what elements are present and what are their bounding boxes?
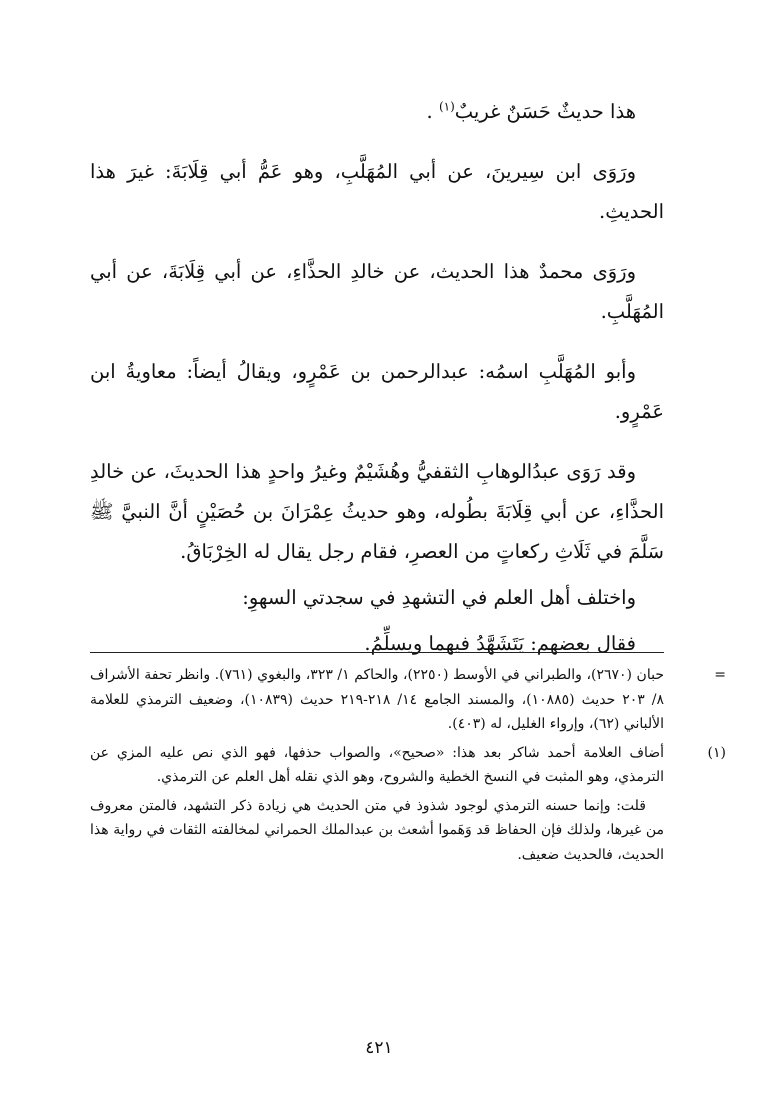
- page-number: ٤٢١: [365, 1038, 393, 1058]
- footnote-text: أضاف العلامة أحمد شاكر بعد هذا: «صحيح»، والصواب حذفها، فهو الذي نص عليه المزي عن الترمذي، وهو المثبت في النسخ الخطية والشروح، وهو الذي نقله أهل العلم عن الترمذي.: [90, 744, 664, 785]
- footnote-mark: (١): [707, 744, 726, 761]
- paragraph-6: واختلف أهل العلم في التشهدِ في سجدتي السهوِ:: [242, 586, 636, 609]
- paragraph-1: [90, 92, 664, 132]
- footnote-reference: (١): [438, 99, 455, 114]
- paragraph-2: ورَوَى ابن سِيرينَ، عن أبي المُهَلَّبِ، وهو عَمُّ أبي قِلَابَةَ: غيرَ هذا الحديثِ.: [90, 160, 664, 223]
- paragraph-end: .: [426, 100, 439, 123]
- paragraph-4: وأبو المُهَلَّبِ اسمُه: عبدالرحمن بن عَمْرٍو، ويقالُ أيضاً: معاويةُ ابن عَمْرٍو.: [90, 360, 664, 423]
- footnote-continuation: [90, 663, 726, 737]
- footnote-1: [90, 741, 726, 790]
- footnote-text: قلت: وإنما حسنه الترمذي لوجود شذوذ في متن الحديث هي زيادة ذكر التشهد، فالمتن معروف من غيرها، ولذلك فإن الحفاظ قد وَهَموا أشعث بن عبدالملك الحمراني لمخالفته الثقات في رواية هذا الحديث، فالحديث ضعيف.: [90, 797, 664, 863]
- footnotes-section: [90, 652, 726, 871]
- paragraph-text: هذا حديثٌ حَسَنٌ غريبٌ: [454, 100, 636, 123]
- paragraph-7: فقال بعضهم: يَتَشَهَّدُ فيهما ويسلِّمُ.: [364, 632, 636, 655]
- main-text: [90, 92, 664, 684]
- footnote-text: حبان (٢٦٧٠)، والطبراني في الأوسط (٢٢٥٠)، والحاكم ١/ ٣٢٣، والبغوي (٧٦١). وانظر تحفة الأشراف ٨/ ٢٠٣ حديث (١٠٨٨٥)، والمسند الجامع ١٤/ ٢١٨-٢١٩ حديث (١٠٨٣٩)، وضعيف الترمذي للعلامة الألباني (٦٢)، وإرواء الغليل، له (٤٠٣).: [90, 667, 664, 732]
- paragraph-3: ورَوَى محمدٌ هذا الحديث، عن خالدِ الحذَّاءِ، عن أبي قِلَابَةَ، عن أبي المُهَلَّبِ.: [90, 260, 664, 323]
- footnote-1-comment: [90, 794, 664, 868]
- footnote-mark: =: [714, 667, 726, 683]
- paragraph-5: وقد رَوَى عبدُالوهابِ الثقفيُّ وهُشَيْمٌ وغيرُ واحدٍ هذا الحديثَ، عن خالدِ الحذَّاءِ، عن أبي قِلَابَةَ بطُوله، وهو حديثُ عِمْرَانَ بن حُصَيْنٍ أنَّ النبيَّ ﷺ سَلَّمَ في ثَلَاثِ ركعاتٍ من العصرِ، فقام رجل يقال له الخِرْبَاقُ.: [90, 460, 664, 563]
